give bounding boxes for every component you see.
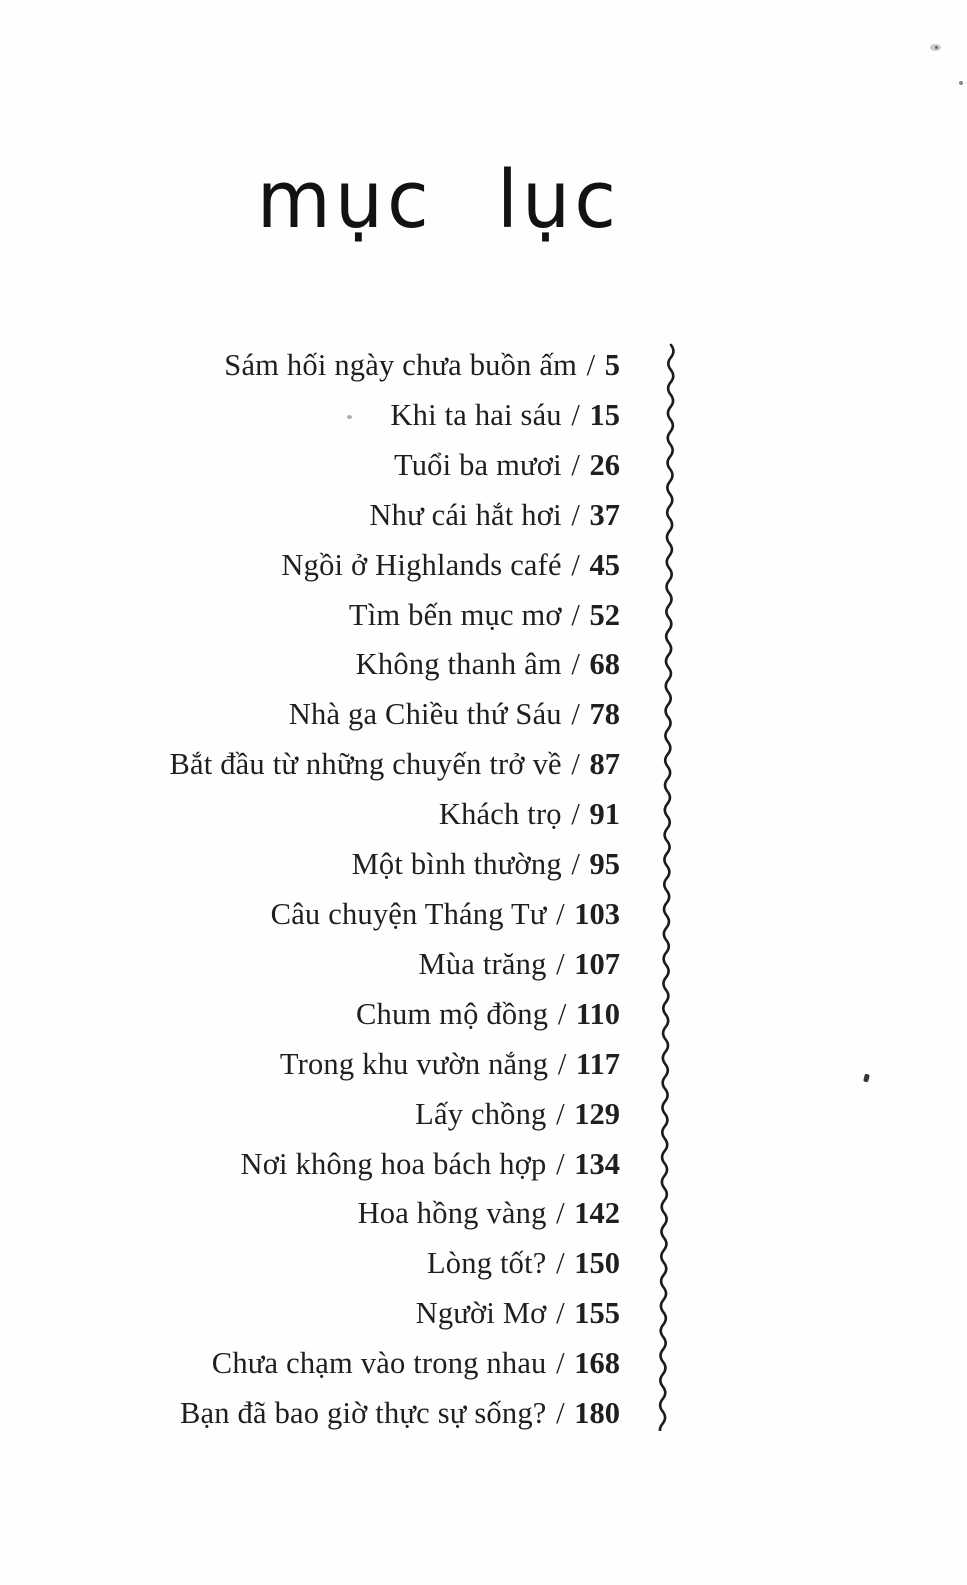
entry-page-number: 107 [574,946,620,981]
entry-page-number: 87 [589,747,620,782]
entry-separator: / [563,447,588,482]
entry-title: Người Mơ [415,1296,547,1331]
entry-page-number: 110 [575,996,620,1031]
entry-page-number: 103 [574,896,620,931]
entry-page-number: 45 [589,547,620,582]
toc-list [169,341,620,1439]
entry-title: Khách trọ [438,797,562,832]
entry-separator: / [563,647,588,682]
entry-separator: / [563,397,588,432]
toc-entry [169,940,620,990]
entry-page-number: 26 [589,447,620,482]
toc-entry [169,391,620,441]
entry-separator: / [563,747,588,782]
toc-entry [169,1389,620,1439]
toc-entry [169,1339,620,1389]
toc-entry [169,441,620,491]
entry-page-number: 150 [574,1246,620,1281]
scan-speck [959,81,963,85]
toc-entry [169,1040,620,1090]
toc-entry [169,1289,620,1339]
entry-page-number: 168 [574,1346,620,1381]
page-title: mục lục [256,153,620,246]
entry-title: Ngồi ở Highlands café [281,547,562,582]
entry-separator: / [548,1246,573,1281]
entry-title: Nơi không hoa bách hợp [240,1146,547,1181]
entry-separator: / [550,1046,574,1081]
entry-separator: / [548,1146,573,1181]
scan-speck [935,46,938,49]
toc-entry [169,541,620,591]
entry-separator: / [579,348,603,382]
entry-title: Sám hối ngày chưa buồn ấm [224,348,578,382]
entry-title: Nhà ga Chiều thứ Sáu [288,697,562,732]
entry-separator: / [563,497,588,532]
entry-page-number: 134 [574,1146,620,1181]
toc-entry [169,990,620,1040]
entry-page-number: 78 [589,697,620,732]
toc-entry [169,1090,620,1140]
wavy-divider-line [655,343,678,1431]
entry-title: Mùa trăng [418,946,547,981]
entry-page-number: 180 [574,1396,620,1431]
entry-separator: / [563,697,588,732]
entry-separator: / [550,996,574,1031]
entry-title: Tuổi ba mươi [393,447,562,482]
entry-title: Bắt đầu từ những chuyến trở về [169,747,562,782]
entry-page-number: 155 [574,1296,620,1331]
entry-page-number: 129 [574,1096,620,1131]
entry-title: Lòng tốt? [426,1246,547,1281]
entry-title: Chưa chạm vào trong nhau [211,1346,547,1381]
entry-separator: / [548,946,573,981]
entry-separator: / [548,1296,573,1331]
entry-separator: / [548,1396,573,1431]
entry-page-number: 37 [589,497,620,532]
entry-page-number: 91 [589,797,620,832]
entry-separator: / [548,1096,573,1131]
entry-page-number: 15 [589,397,620,432]
entry-page-number: 117 [575,1046,620,1081]
entry-separator: / [563,597,588,632]
toc-entry [169,1140,620,1190]
entry-title: Không thanh âm [355,647,562,682]
entry-page-number: 52 [589,597,620,632]
toc-entry [169,740,620,790]
entry-page-number: 142 [574,1196,620,1231]
toc-entry [169,640,620,690]
entry-separator: / [563,547,588,582]
toc-entry [169,790,620,840]
toc-entry [169,890,620,940]
entry-title: Như cái hắt hơi [369,497,562,532]
toc-entry [169,1239,620,1289]
entry-title: Câu chuyện Tháng Tư [270,896,547,931]
toc-entry [169,840,620,890]
scan-speck [347,415,352,419]
toc-entry [169,1189,620,1239]
entry-title: Lấy chồng [415,1096,547,1131]
entry-title: Khi ta hai sáu [390,397,562,432]
entry-title: Hoa hồng vàng [357,1196,547,1231]
entry-page-number: 95 [589,847,620,882]
toc-entry [169,491,620,541]
toc-entry [169,591,620,641]
entry-separator: / [563,797,588,832]
toc-entry [169,341,620,391]
entry-title: Một bình thường [351,847,562,882]
entry-title: Trong khu vườn nắng [279,1046,549,1081]
entry-separator: / [563,847,588,882]
entry-separator: / [548,1346,573,1381]
entry-title: Bạn đã bao giờ thực sự sống? [180,1396,547,1431]
entry-title: Tìm bến mục mơ [348,597,562,632]
entry-page-number: 5 [604,348,620,382]
entry-page-number: 68 [589,647,620,682]
entry-title: Chum mộ đồng [355,996,549,1031]
entry-separator: / [548,896,573,931]
toc-entry [169,690,620,740]
scan-speck [863,1074,870,1083]
entry-separator: / [548,1196,573,1231]
